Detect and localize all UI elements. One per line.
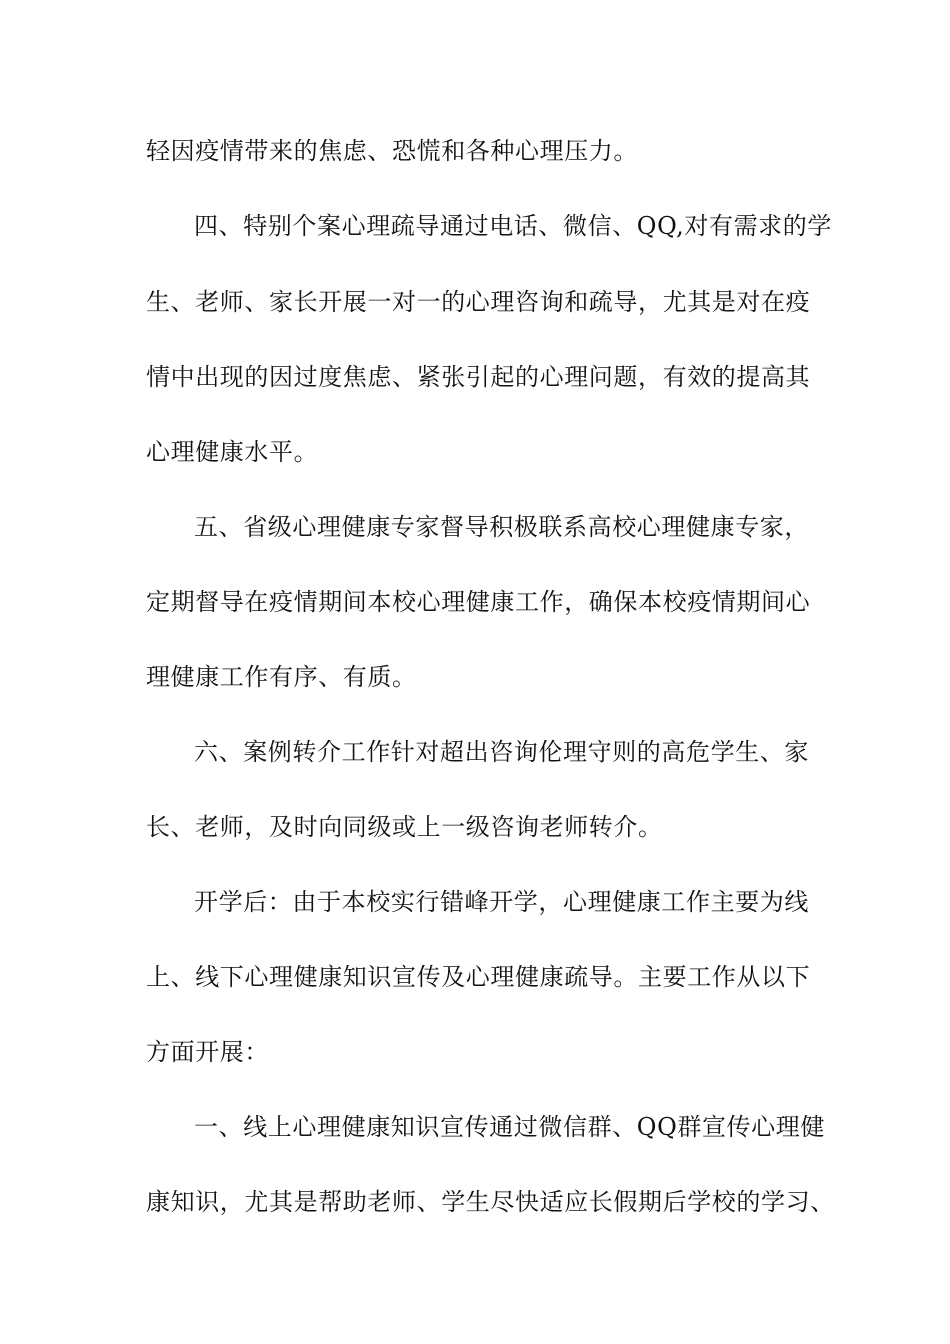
text-line: 长、老师，及时向同级或上一级咨询老师转介。 [146,813,663,841]
text-line: 心理健康水平。 [146,438,319,466]
paragraph-heading-4: 四、特别个案心理疏导通过电话、微信、QQ,对有需求的学 [194,212,832,240]
paragraph-heading-5: 五、省级心理健康专家督导积极联系高校心理健康专家， [194,513,809,541]
text-line: 生、老师、家长开展一对一的心理咨询和疏导，尤其是对在疫 [146,288,811,316]
paragraph-heading-6: 六、案例转介工作针对超出咨询伦理守则的高危学生、家 [194,738,809,766]
text-line: 情中出现的因过度焦虑、紧张引起的心理问题，有效的提高其 [146,363,811,391]
text-line: 定期督导在疫情期间本校心理健康工作，确保本校疫情期间心 [146,588,811,616]
paragraph-after-school-start: 开学后：由于本校实行错峰开学，心理健康工作主要为线 [194,888,809,916]
text-line: 方面开展： [146,1038,269,1066]
text-line: 轻因疫情带来的焦虑、恐慌和各种心理压力。 [146,137,638,165]
text-line: 上、线下心理健康知识宣传及心理健康疏导。主要工作从以下 [146,963,811,991]
text-line: 理健康工作有序、有质。 [146,663,417,691]
paragraph-heading-1: 一、线上心理健康知识宣传通过微信群、QQ群宣传心理健 [194,1113,825,1141]
text-line: 康知识，尤其是帮助老师、学生尽快适应长假期后学校的学习、 [146,1188,835,1216]
